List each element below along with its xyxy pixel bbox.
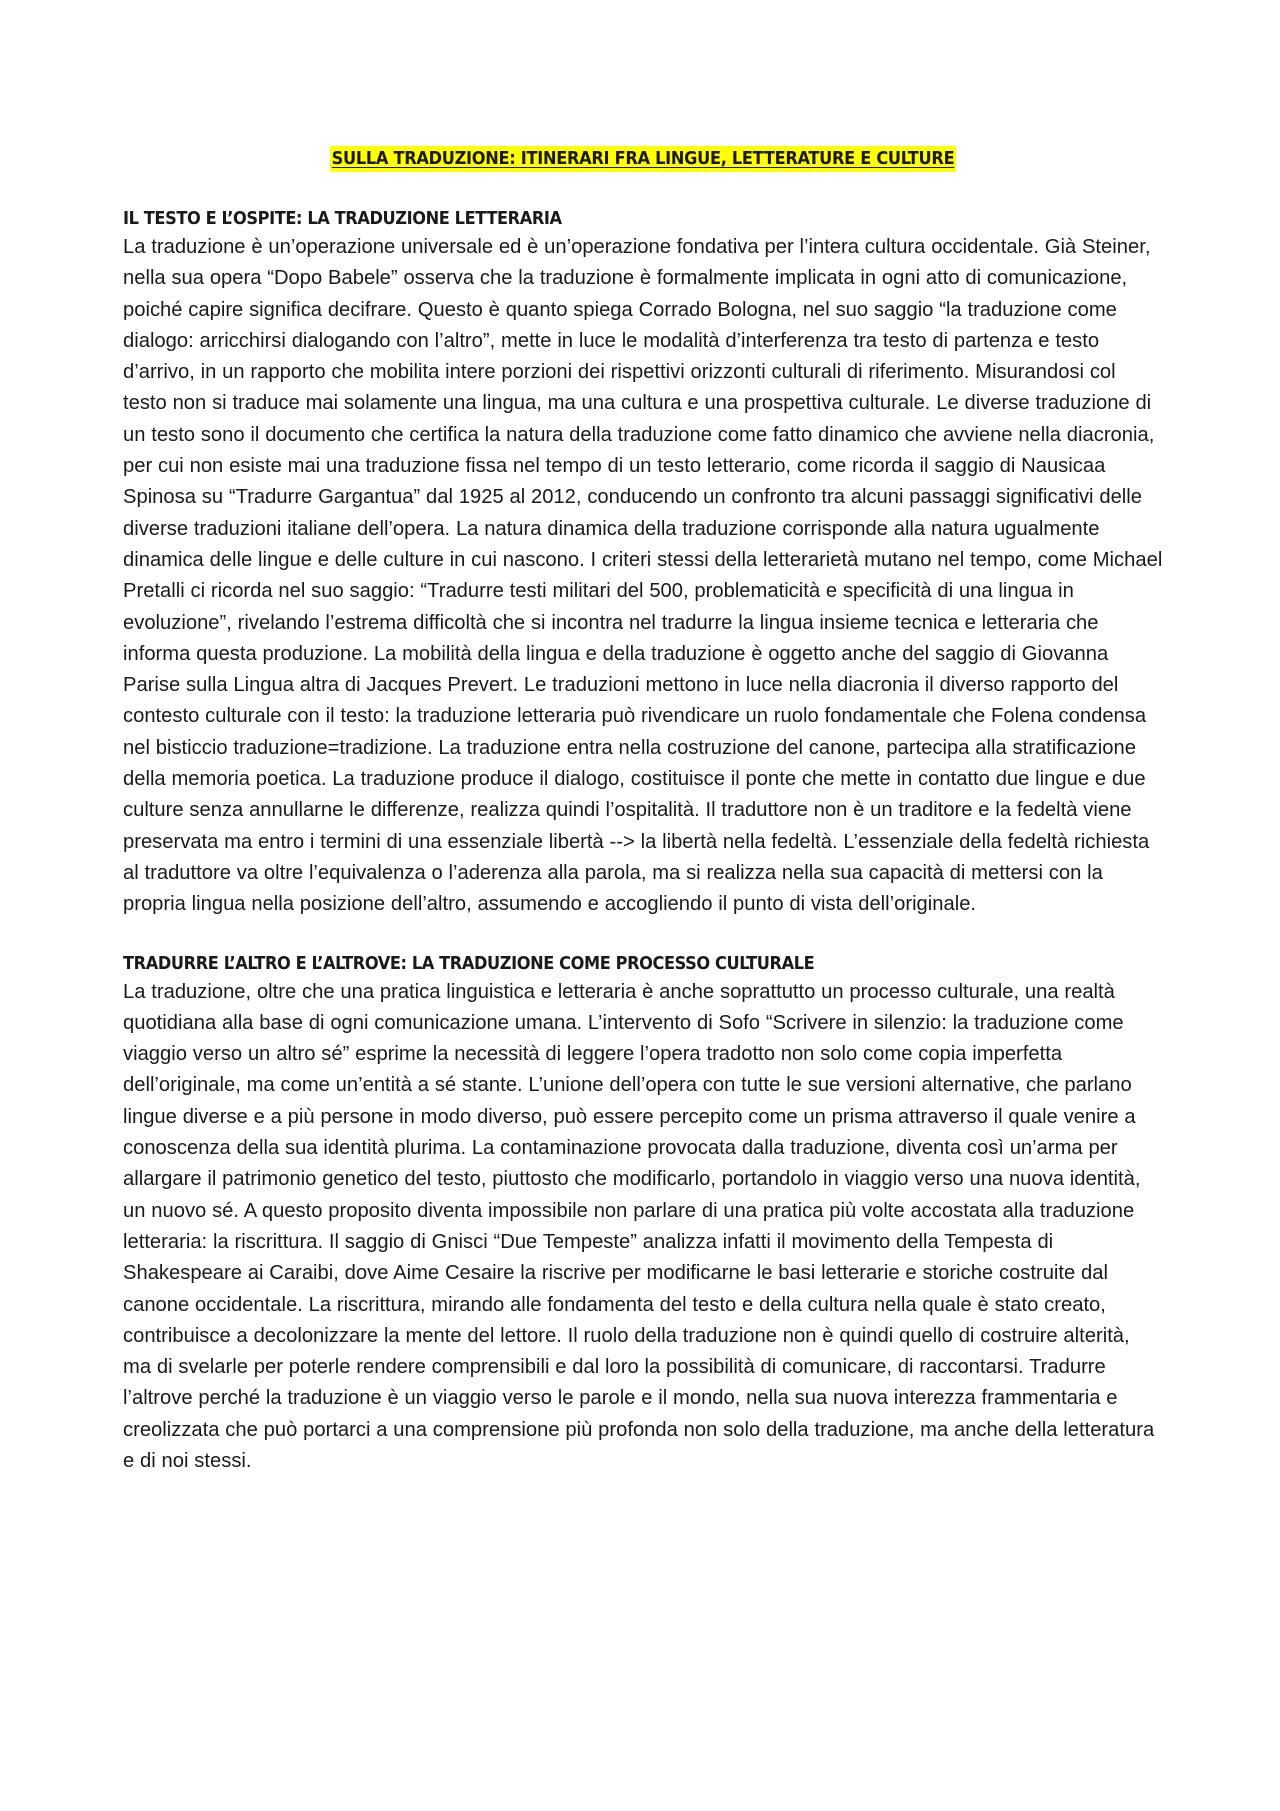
document-page [123,146,1163,1507]
section-paragraph: La traduzione è un’operazione universale ed è un’operazione fondativa per l’intera cultura occidentale. Già Steiner, nella sua opera “Dopo Babele” osserva che la traduzione è formalmente implicata in ogni atto di comunicazione, poiché capire significa decifrare. Questo è quanto spiega Corrado Bologna, nel suo saggio “la traduzione come dialogo: arricchirsi dialogando con l’altro”, mette in luce le modalità d’interferenza tra testo di partenza e testo d’arrivo, in un rapporto che mobilita intere porzioni dei rispettivi orizzonti culturali di riferimento. Misurandosi col testo non si traduce mai solamente una lingua, ma una cultura e una prospettiva culturale. Le diverse traduzione di un testo sono il documento che certifica la natura della traduzione come fatto dinamico che avviene nella diacronia, per cui non esiste mai una traduzione fissa nel tempo di un testo letterario, come ricorda il saggio di Nausicaa Spinosa su “Tradurre Gargantua” dal 1925 al 2012, conducendo un confronto tra alcuni passaggi significativi delle diverse traduzioni italiane dell’opera. La natura dinamica della traduzione corrisponde alla natura ugualmente dinamica delle lingue e delle culture in cui nascono. I criteri stessi della letterarietà mutano nel tempo, come Michael Pretalli ci ricorda nel suo saggio: “Tradurre testi militari del 500, problematicità e specificità di una lingua in evoluzione”, rivelando l’estrema difficoltà che si incontra nel tradurre la lingua insieme tecnica e letteraria che informa questa produzione. La mobilità della lingua e della traduzione è oggetto anche del saggio di Giovanna Parise sulla Lingua altra di Jacques Prevert. Le traduzioni mettono in luce nella diacronia il diverso rapporto del contesto culturale con il testo: la traduzione letteraria può rivendicare un ruolo fondamentale che Folena condensa nel bisticcio traduzione=tradizione. La traduzione entra nella costruzione del canone, partecipa alla stratificazione della memoria poetica. La traduzione produce il dialogo, costituisce il ponte che mette in contatto due lingue e due culture senza annullarne le differenze, realizza quindi l’ospitalità. Il traduttore non è un traditore e la fedeltà viene preservata ma entro i termini di una essenziale libertà --> la libertà nella fedeltà. L’essenziale della fedeltà richiesta al traduttore va oltre l’equivalenza o l’aderenza alla parola, ma si realizza nella sua capacità di mettersi con la propria lingua nella posizione dell’altro, assumendo e accogliendo il punto di vista dell’originale. [123,236,1163,916]
document-title: SULLA TRADUZIONE: ITINERARI FRA LINGUE, LETTERATURE E CULTURE [330,146,957,172]
section-tradurre-altro [123,951,1163,1478]
section-paragraph: La traduzione, oltre che una pratica linguistica e letteraria è anche soprattutto un processo culturale, una realtà quotidiana alla base di ogni comunicazione umana. L’intervento di Sofo “Scrivere in silenzio: la traduzione come viaggio verso un altro sé” esprime la necessità di leggere l’opera tradotto non solo come copia imperfetta dell’originale, ma come un’entità a sé stante. L’unione dell’opera con tutte le sue versioni alternative, che parlano lingue diverse e a più persone in modo diverso, può essere percepito come un prisma attraverso il quale venire a conoscenza della sua identità plurima. La contaminazione provocata dalla traduzione, diventa così un’arma per allargare il patrimonio genetico del testo, piuttosto che modificarlo, portandolo in viaggio verso una nuova identità, un nuovo sé. A questo proposito diventa impossibile non parlare di una pratica più volte accostata alla traduzione letteraria: la riscrittura. Il saggio di Gnisci “Due Tempeste” analizza infatti il movimento della Tempesta di Shakespeare ai Caraibi, dove Aime Cesaire la riscrive per modificarne le basi letterarie e storiche costruite dal canone occidentale. La riscrittura, mirando alle fondamenta del testo e della cultura nella quale è stato creato, contribuisce a decolonizzare la mente del lettore. Il ruolo della traduzione non è quindi quello di costruire alterità, ma di svelarle per poterle rendere comprensibili e dal loro la possibilità di comunicare, di raccontarsi. Tradurre l’altrove perché la traduzione è un viaggio verso le parole e il mondo, nella sua nuova interezza frammentaria e creolizzata che può portarci a una comprensione più profonda non solo della traduzione, ma anche della letteratura e di noi stessi. [123,980,1155,1472]
section-heading: IL TESTO E L’OSPITE: LA TRADUZIONE LETTERARIA [123,208,562,229]
section-heading: TRADURRE L’ALTRO E L’ALTROVE: LA TRADUZIONE COME PROCESSO CULTURALE [123,952,815,974]
section-testo-ospite [123,206,1163,921]
title-block [123,146,1163,172]
